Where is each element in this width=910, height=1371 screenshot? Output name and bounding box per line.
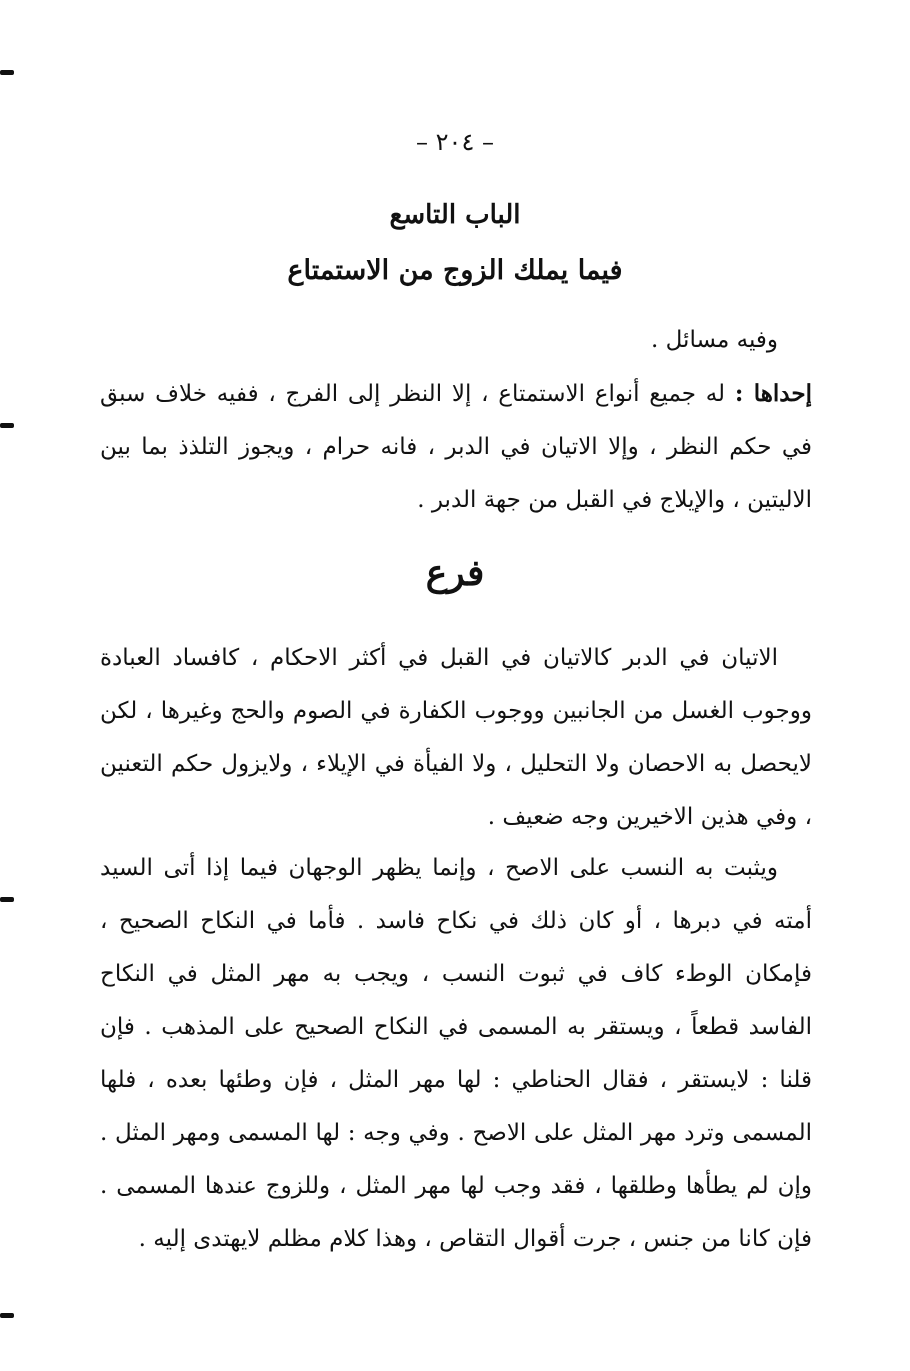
paragraph-lineage-text xyxy=(100,842,812,1266)
scan-edge-mark xyxy=(0,1313,14,1318)
paragraph-lead: إحداها : xyxy=(734,380,812,407)
scan-edge-mark xyxy=(0,423,14,428)
page-number: – ٢٠٤ – xyxy=(416,128,494,156)
paragraph-branch-text xyxy=(100,632,812,844)
section-heading: فرع xyxy=(425,552,485,594)
paragraph-text: الاتيان في الدبر كالاتيان في القبل في أكثر الاحكام ، كافساد العبادة ووجوب الغسل من الجانبين ووجوب الكفارة في الصوم والحج وغيرها ، لكن لايحصل به الاحصان ولا التحليل ، ولا الفيأة في الإيلاء ، ولايزول حكم التعنين ، وفي هذين الاخيرين وجه ضعيف . xyxy=(100,645,812,830)
intro-line: وفيه مسائل . xyxy=(651,327,778,353)
scan-edge-mark xyxy=(0,70,14,75)
chapter-subtitle: فيما يملك الزوج من الاستمتاع xyxy=(287,255,623,286)
scan-edge-mark xyxy=(0,897,14,902)
chapter-title: الباب التاسع xyxy=(389,200,521,230)
paragraph-text: ويثبت به النسب على الاصح ، وإنما يظهر الوجهان فيما إذا أتى السيد أمته في دبرها ، أو كان ذلك في نكاح فاسد . فأما في النكاح الصحيح ، فإمكان الوطء كاف في ثبوت النسب ، ويجب به مهر المثل في النكاح الفاسد قطعاً ، ويستقر به المسمى في النكاح الصحيح على المذهب . فإن قلنا : لايستقر ، فقال الحناطي : لها مهر المثل ، فإن وطئها بعده ، فلها المسمى وترد مهر المثل على الاصح . وفي وجه : لها المسمى ومهر المثل . وإن لم يطأها وطلقها ، فقد وجب لها مهر المثل ، وللزوج عندها المسمى . فإن كانا من جنس ، جرت أقوال التقاص ، وهذا كلام مظلم لايهتدى إليه . xyxy=(100,855,812,1252)
paragraph-first-issue xyxy=(100,367,812,527)
paragraph-text: له جميع أنواع الاستمتاع ، إلا النظر إلى الفرج ، ففيه خلاف سبق في حكم النظر ، وإلا الاتيان في الدبر ، فانه حرام ، ويجوز التلذذ بما بين الاليتين ، والإيلاج في القبل من جهة الدبر . xyxy=(100,381,812,513)
